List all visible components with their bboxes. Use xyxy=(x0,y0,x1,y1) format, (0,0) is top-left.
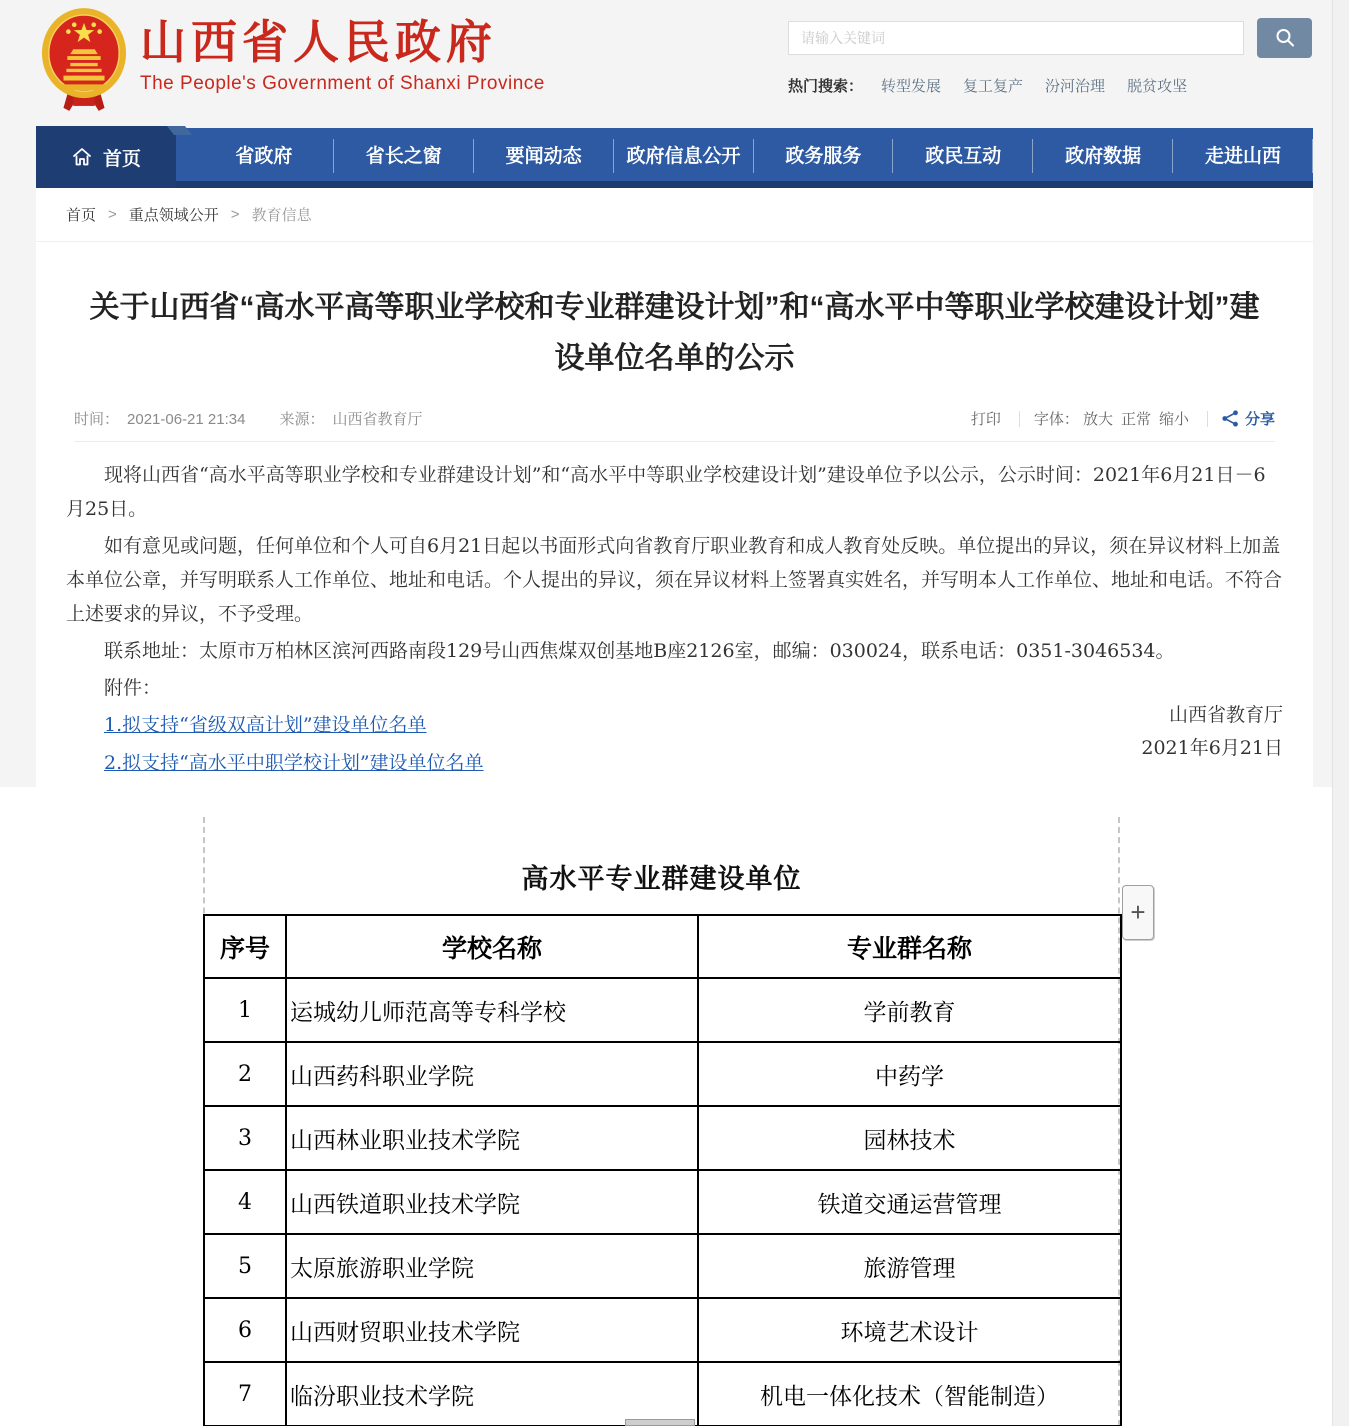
nav-home-label: 首页 xyxy=(102,148,141,170)
document-page xyxy=(203,817,1120,1426)
attachment-link-1[interactable]: 1.拟支持“省级双高计划”建设单位名单 xyxy=(104,714,427,736)
vertical-scrollbar[interactable] xyxy=(1332,0,1349,1426)
source-label: 来源： xyxy=(279,411,325,428)
search-button[interactable] xyxy=(1257,18,1312,58)
source-value: 山西省教育厅 xyxy=(332,411,423,428)
share-button[interactable] xyxy=(1222,408,1275,429)
share-icon xyxy=(1222,410,1239,427)
construction-units-table xyxy=(203,914,1122,1426)
search-area xyxy=(788,18,1313,96)
paragraph: 现将山西省“高水平高等职业学校和专业群建设计划”和“高水平中等职业学校建设计划”建设单位予以公示，公示时间：2021年6月21日－6月25日。 xyxy=(66,464,1266,520)
article-body xyxy=(66,458,1283,778)
nav-item-interaction[interactable]: 政民互动 xyxy=(893,128,1033,188)
horizontal-scrollbar-thumb[interactable] xyxy=(625,1419,695,1426)
article-title: 关于山西省“高水平高等职业学校和专业群建设计划”和“高水平中等职业学校建设计划”建设单位名单的公示 xyxy=(89,291,1260,375)
nav-item-info-disclosure[interactable]: 政府信息公开 xyxy=(614,128,754,188)
search-icon xyxy=(1274,27,1296,49)
table-row: 5 太原旅游职业学院 旅游管理 xyxy=(204,1234,1121,1298)
search-input[interactable] xyxy=(788,21,1244,55)
table-row: 3 山西林业职业技术学院 园林技术 xyxy=(204,1106,1121,1170)
hot-search-link[interactable]: 汾河治理 xyxy=(1045,78,1106,95)
col-header-group: 专业群名称 xyxy=(698,915,1121,978)
main-navbar xyxy=(36,128,1313,188)
nav-item-services[interactable]: 政务服务 xyxy=(754,128,894,188)
hot-search-label: 热门搜索： xyxy=(788,78,864,95)
col-header-no: 序号 xyxy=(204,915,286,978)
home-icon xyxy=(71,146,93,168)
table-row: 2 山西药科职业学院 中药学 xyxy=(204,1042,1121,1106)
nav-item-governor-window[interactable]: 省长之窗 xyxy=(334,128,474,188)
nav-item-gov-data[interactable]: 政府数据 xyxy=(1033,128,1173,188)
font-larger-button[interactable]: 放大 xyxy=(1082,411,1113,428)
signature-date: 2021年6月21日 xyxy=(1141,737,1283,759)
site-header xyxy=(0,0,1349,128)
signature-org: 山西省教育厅 xyxy=(1168,704,1283,726)
hot-search-link[interactable]: 复工复产 xyxy=(963,78,1024,95)
nav-item-home[interactable] xyxy=(36,126,176,188)
share-label: 分享 xyxy=(1244,411,1275,428)
nav-item-news[interactable]: 要闻动态 xyxy=(474,128,614,188)
meta-divider xyxy=(1207,411,1208,427)
article-signature xyxy=(1141,699,1283,765)
article-meta xyxy=(74,408,1275,442)
col-header-school: 学校名称 xyxy=(286,915,698,978)
time-label: 时间： xyxy=(74,411,120,428)
table-row: 4 山西铁道职业技术学院 铁道交通运营管理 xyxy=(204,1170,1121,1234)
table-header-row xyxy=(204,915,1121,978)
paragraph: 如有意见或问题，任何单位和个人可自6月21日起以书面形式向省教育厅职业教育和成人教育处反映。单位提出的异议，须在异议材料上加盖本单位公章，并写明联系人工作单位、地址和电话。个人提出的异议，须在异议材料上签署真实姓名，并写明本人工作单位、地址和电话。不符合上述要求的异议，不予受理。 xyxy=(66,535,1283,625)
font-size-label: 字体： xyxy=(1033,411,1079,428)
hot-search-link[interactable]: 转型发展 xyxy=(881,78,942,95)
publish-time: 2021-06-21 21:34 xyxy=(127,411,246,428)
site-subtitle: The People's Government of Shanxi Province xyxy=(140,73,545,94)
breadcrumb-home[interactable]: 首页 xyxy=(66,207,97,224)
print-button[interactable]: 打印 xyxy=(970,411,1001,428)
document-table-title: 高水平专业群建设单位 xyxy=(521,864,802,894)
font-normal-button[interactable]: 正常 xyxy=(1120,411,1151,428)
attachment-link-2[interactable]: 2.拟支持“高水平中职学校计划”建设单位名单 xyxy=(104,752,484,774)
hot-search-link[interactable]: 脱贫攻坚 xyxy=(1127,78,1188,95)
nav-item-provincial-government[interactable]: 省政府 xyxy=(194,128,334,188)
paragraph: 附件： xyxy=(104,677,162,699)
nav-item-into-shanxi[interactable]: 走进山西 xyxy=(1173,128,1313,188)
paragraph: 联系地址：太原市万柏林区滨河西路南段129号山西焦煤双创基地B座2126室，邮编：030024，联系电话：0351-3046534。 xyxy=(104,640,1175,662)
table-row: 7 临汾职业技术学院 机电一体化技术（智能制造） xyxy=(204,1362,1121,1426)
table-row: 1 运城幼儿师范高等专科学校 学前教育 xyxy=(204,978,1121,1042)
breadcrumb-current: 教育信息 xyxy=(251,207,312,224)
breadcrumb-separator: > xyxy=(108,206,117,223)
zoom-in-button[interactable]: + xyxy=(1122,885,1154,940)
breadcrumb-key-areas[interactable]: 重点领域公开 xyxy=(128,207,219,224)
site-logo[interactable] xyxy=(40,6,545,112)
breadcrumb-separator: > xyxy=(230,206,240,223)
site-title: 山西省人民政府 xyxy=(140,16,497,68)
table-row: 6 山西财贸职业技术学院 环境艺术设计 xyxy=(204,1298,1121,1362)
attachment-document-viewer xyxy=(0,787,1349,1426)
national-emblem-icon xyxy=(40,6,128,112)
font-smaller-button[interactable]: 缩小 xyxy=(1158,411,1189,428)
meta-divider xyxy=(1019,411,1020,427)
article-card xyxy=(36,242,1313,787)
breadcrumb xyxy=(36,188,1313,242)
